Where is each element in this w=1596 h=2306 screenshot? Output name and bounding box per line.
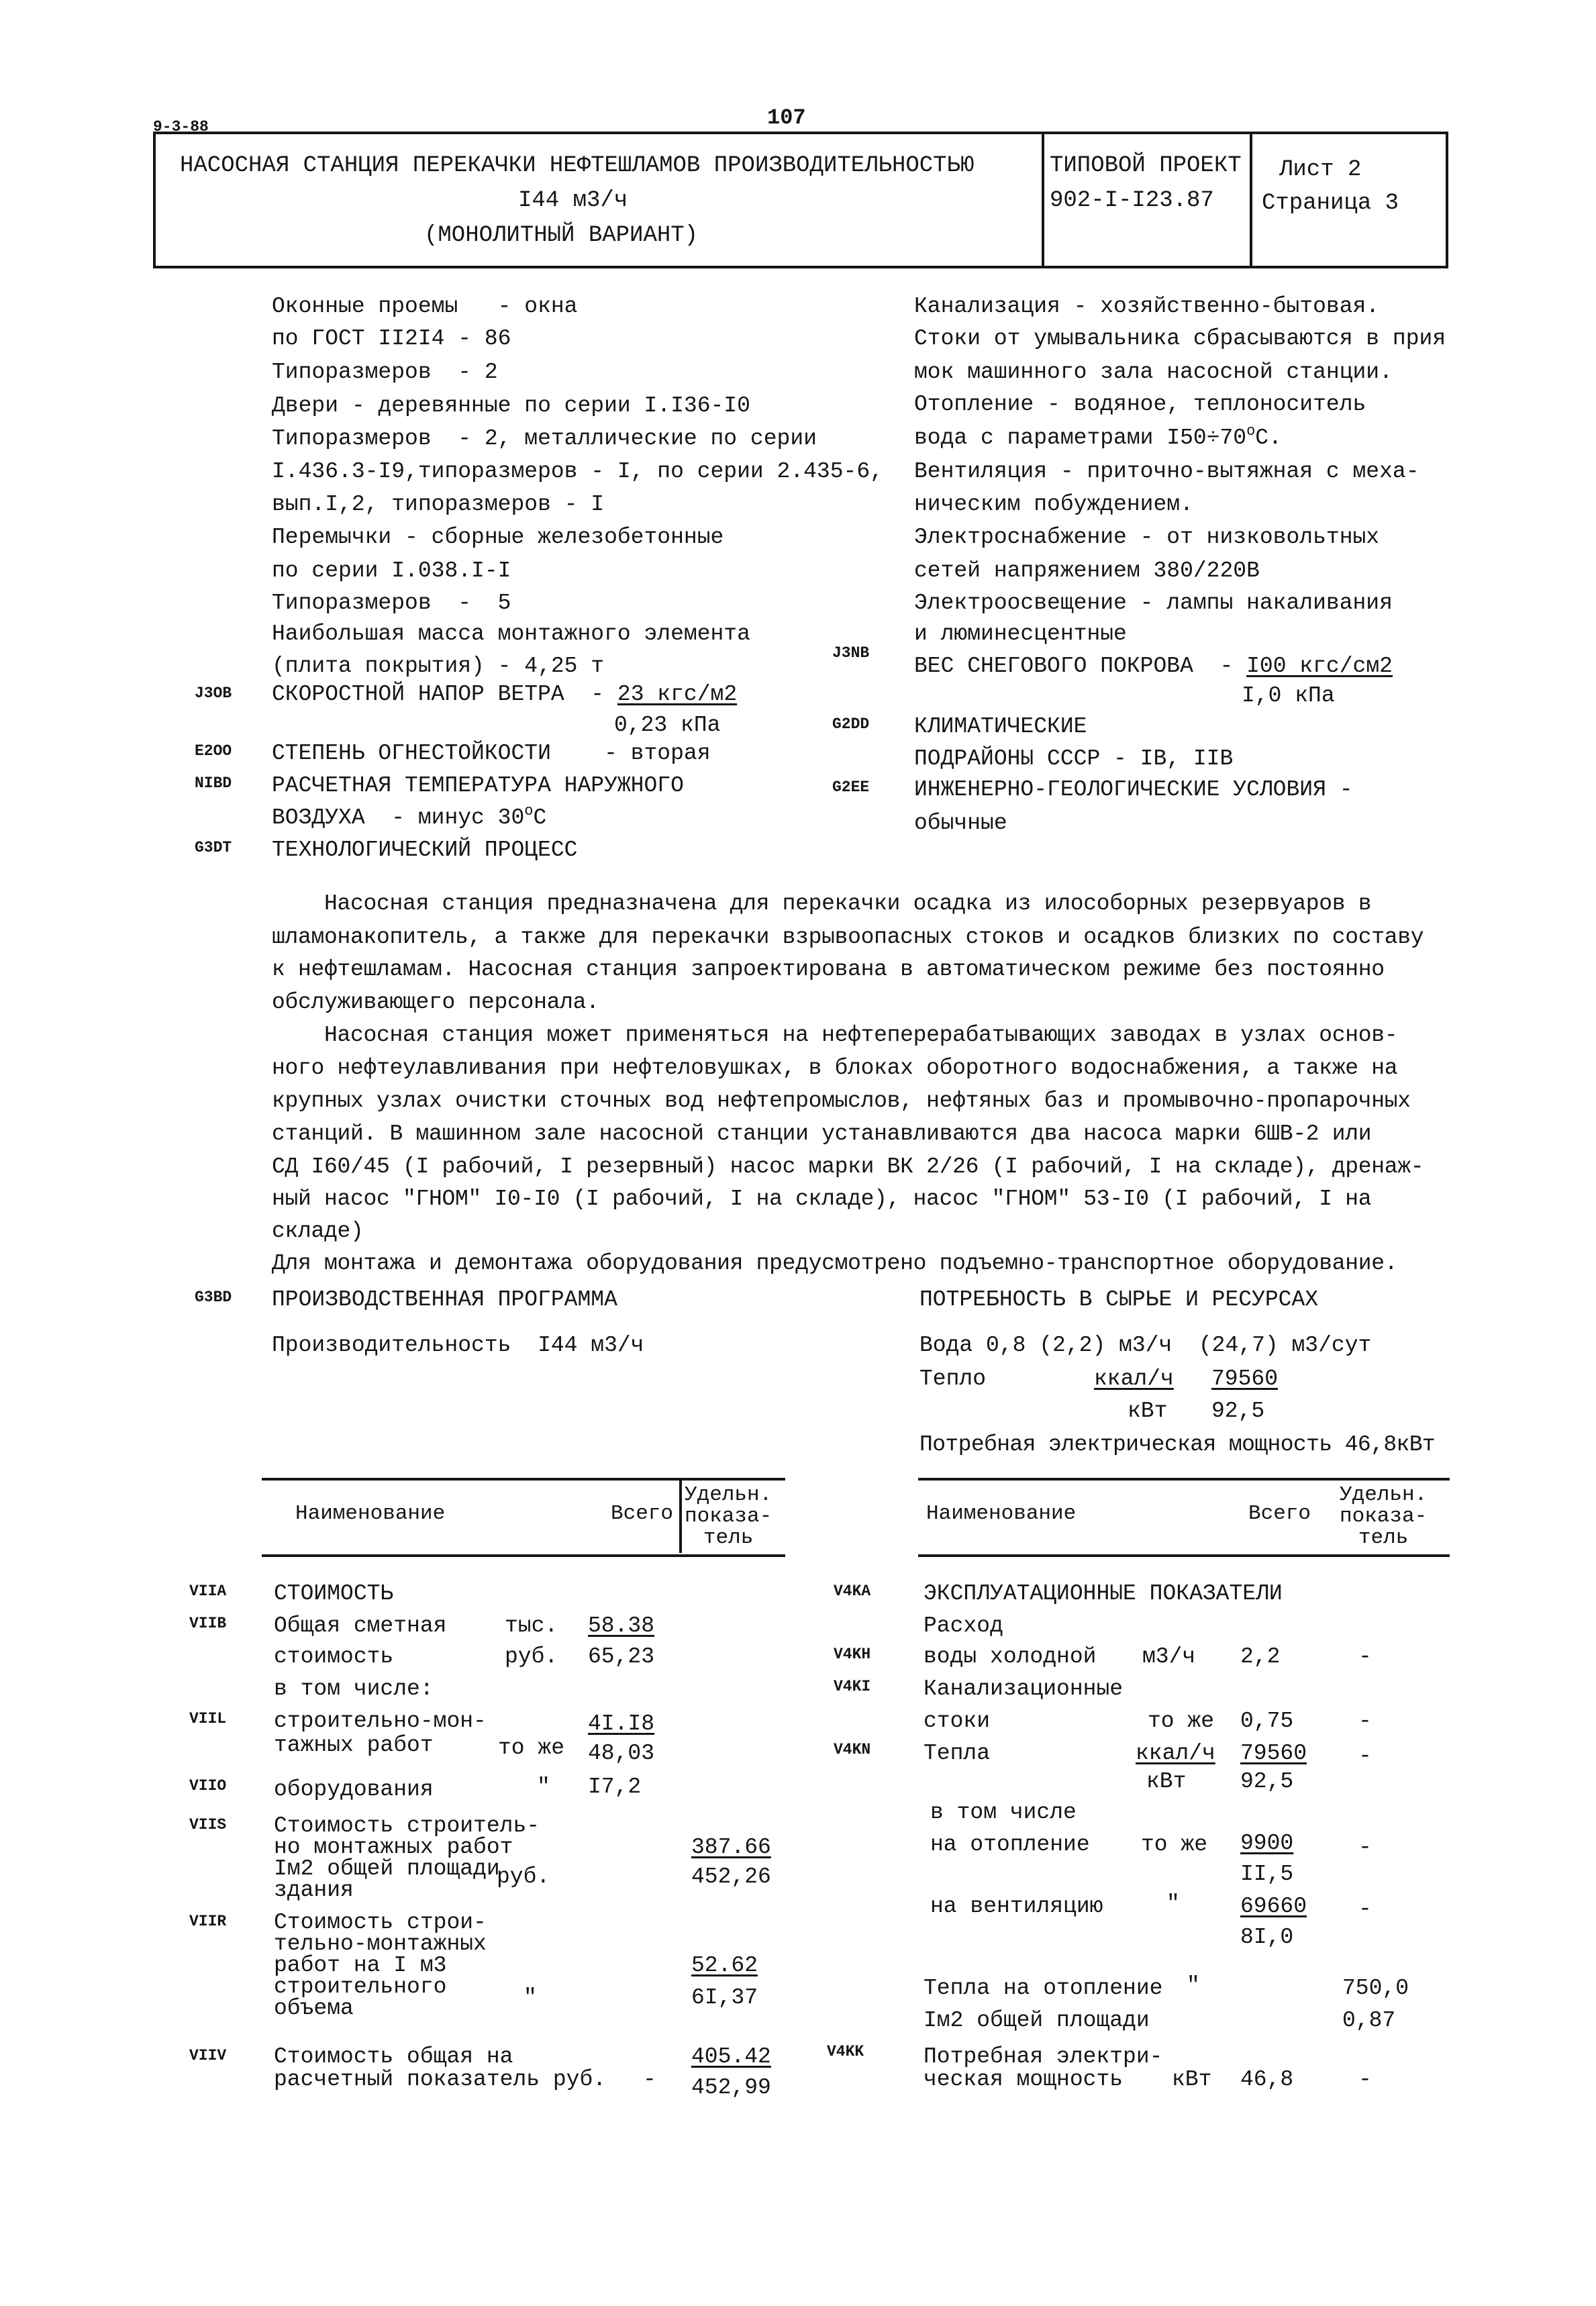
snow-code: J3NB	[832, 644, 870, 662]
sheet-label: Лист 2	[1279, 157, 1362, 183]
windows-line-3: Типоразмеров - 2	[272, 360, 498, 385]
row-name: Iм2 общей площади	[274, 1856, 500, 1881]
row-value: 92,5	[1240, 1769, 1294, 1794]
row-name: на вентиляцию	[930, 1894, 1103, 1919]
row-unit: то же	[1141, 1832, 1208, 1857]
row-name: Тепла на отопление	[924, 1976, 1163, 2001]
row-name: строительно-мон-	[274, 1709, 487, 1734]
para2-line4: станций. В машинном зале насосной станции устанавливаются два насоса марки 6ШВ-2 или	[272, 1121, 1372, 1146]
needs-heat-unit-kcal: ккал/ч	[1094, 1366, 1174, 1391]
wind-code: J3OB	[195, 685, 232, 702]
title-line-3: (МОНОЛИТНЫЙ ВАРИАНТ)	[424, 223, 699, 248]
snow-label: ВЕС СНЕГОВОГО ПОКРОВА -	[914, 654, 1247, 679]
row-spec: -	[1358, 1897, 1372, 1921]
row-name: стоки	[924, 1709, 991, 1734]
row-name: на отопление	[930, 1832, 1090, 1857]
row-code: VIIL	[189, 1710, 227, 1727]
needs-water: Вода 0,8 (2,2) м3/ч (24,7) м3/сут	[919, 1333, 1372, 1358]
row-unit: кВт	[1172, 2067, 1212, 2092]
row-value: 58.38	[588, 1613, 655, 1638]
row-value: 2,2	[1240, 1644, 1281, 1669]
row-name: Общая сметная	[274, 1613, 447, 1638]
row-code: V4KA	[834, 1583, 871, 1600]
needs-heat-value-kw: 92,5	[1211, 1399, 1265, 1423]
lintels-line-1: Перемычки - сборные железобетонные	[272, 525, 724, 550]
snow-value: I00 кгс/см2	[1246, 654, 1393, 679]
needs-heat-value-kcal: 79560	[1211, 1366, 1279, 1391]
row-name: Стоимость строитель-	[274, 1813, 540, 1838]
heating-unit: С.	[1255, 425, 1282, 450]
page-number: 107	[767, 105, 806, 130]
temperature-unit: С	[533, 805, 547, 830]
temperature-text: ВОЗДУХА - минус 30	[272, 805, 525, 830]
row-value: 52.62	[691, 1953, 758, 1978]
project-cell	[1044, 134, 1252, 266]
row-value: 4I.I8	[588, 1711, 655, 1736]
sewer-line-2: Стоки от умывальника сбрасываются в прия	[914, 326, 1446, 351]
row-name: Потребная электри-	[924, 2044, 1163, 2069]
row-value: 46,8	[1240, 2067, 1294, 2092]
row-unit: "	[1187, 1973, 1200, 1998]
wind-kpa: 0,23 кПа	[614, 713, 721, 738]
climate-line-2: ПОДРАЙОНЫ СССР - IВ, IIВ	[914, 746, 1234, 771]
project-number: 902-I-I23.87	[1050, 188, 1214, 213]
row-code: VIIR	[189, 1913, 227, 1930]
lighting-line-1: Электроосвещение - лампы накаливания	[914, 591, 1393, 615]
para1-line2: шламонакопитель, а также для перекачки взрывоопасных стоков и осадков близких по составу	[272, 925, 1424, 950]
row-dash: -	[643, 2067, 656, 2092]
program-code: G3BD	[195, 1289, 232, 1306]
power-line-2: сетей напряжением 380/220В	[914, 558, 1260, 583]
heating-line-1: Отопление - водяное, теплоноситель	[914, 392, 1366, 417]
para2-line1: Насосная станция может применяться на нефтеперерабатывающих заводах в узлах основ-	[272, 1023, 1398, 1048]
geology-line-2: обычные	[914, 811, 1007, 836]
right-table-header-rule	[918, 1554, 1450, 1557]
row-name: воды холодной	[924, 1644, 1097, 1669]
row-value: 452,26	[691, 1864, 771, 1889]
row-code: V4KK	[827, 2043, 864, 2060]
row-code: V4KH	[834, 1646, 871, 1663]
fire-code: E2OO	[195, 742, 232, 760]
para2-line5: СД I60/45 (I рабочий, I резервный) насос марки ВК 2/26 (I рабочий, I на складе), дренаж-	[272, 1154, 1424, 1179]
para1-line3: к нефтешламам. Насосная станция запроектирована в автоматическом режиме без постоянно	[272, 957, 1385, 982]
row-unit: то же	[1148, 1709, 1215, 1734]
snow-line	[914, 655, 1393, 677]
degree-mark-heating: о	[1246, 423, 1256, 440]
row-name: тельно-монтажных	[274, 1932, 487, 1956]
row-name: расчетный показатель руб.	[274, 2067, 607, 2092]
row-value: 69660	[1240, 1894, 1307, 1919]
para1-line1: Насосная станция предназначена для перекачки осадка из илособорных резервуаров в	[272, 891, 1372, 916]
row-unit: тыс.	[505, 1613, 558, 1638]
title-cell	[156, 134, 1044, 266]
sewer-line-1: Канализация - хозяйственно-бытовая.	[914, 294, 1380, 319]
row-name: стоимость	[274, 1644, 394, 1669]
lintels-line-3: Типоразмеров - 5	[272, 591, 511, 615]
sewer-line-3: мок машинного зала насосной станции.	[914, 360, 1393, 385]
doors-line-1: Двери - деревянные по серии I.I36-I0	[272, 393, 750, 418]
left-col-name: Наименование	[295, 1502, 446, 1525]
row-spec: 750,0	[1342, 1976, 1409, 2001]
mass-line-1: Наибольшая масса монтажного элемента	[272, 621, 750, 646]
row-spec: -	[1358, 1709, 1372, 1734]
ventilation-line-1: Вентиляция - приточно-вытяжная с меха-	[914, 459, 1419, 484]
row-spec: -	[1358, 1835, 1372, 1860]
row-spec: -	[1358, 1644, 1372, 1669]
page-label: Страница 3	[1262, 191, 1399, 216]
left-col-total: Всего	[611, 1502, 674, 1525]
row-unit: руб.	[497, 1864, 550, 1889]
row-unit: кВт	[1146, 1769, 1187, 1794]
wind-value: 23 кгс/м2	[617, 682, 738, 707]
row-unit: руб.	[505, 1644, 558, 1669]
title-line-1: НАСОСНАЯ СТАНЦИЯ ПЕРЕКАЧКИ НЕФТЕШЛАМОВ ПРОИЗВОДИТЕЛЬНОСТЬЮ	[180, 153, 975, 179]
row-name: тажных работ	[274, 1733, 434, 1758]
row-value: 0,75	[1240, 1709, 1294, 1734]
document-code: 9-3-88	[153, 118, 209, 136]
sheet-cell	[1252, 134, 1448, 266]
row-name: в том числе	[930, 1800, 1077, 1825]
needs-heat-unit-kw: кВт	[1128, 1399, 1168, 1423]
cost-heading: СТОИМОСТЬ	[274, 1581, 394, 1606]
row-name: ческая мощность	[924, 2067, 1124, 2092]
row-value: 6I,37	[691, 1985, 758, 2010]
program-capacity: Производительность I44 м3/ч	[272, 1333, 644, 1358]
wind-label: СКОРОСТНОЙ НАПОР ВЕТРА -	[272, 682, 617, 707]
windows-line-2: по ГОСТ II2I4 - 86	[272, 326, 511, 351]
operational-heading: ЭКСПЛУАТАЦИОННЫЕ ПОКАЗАТЕЛИ	[924, 1581, 1283, 1606]
right-table-top-rule	[918, 1478, 1450, 1481]
para1-line4: обслуживающего персонала.	[272, 990, 599, 1015]
para2-line7: складе)	[272, 1219, 364, 1244]
row-name: оборудования	[274, 1777, 434, 1802]
para3-line1: Для монтажа и демонтажа оборудования предусмотрено подъемно-транспортное оборудование.	[272, 1251, 1398, 1276]
row-name: работ на I м3	[274, 1953, 447, 1978]
row-name: Канализационные	[924, 1676, 1124, 1701]
wind-line	[272, 683, 737, 705]
row-name: но монтажных работ	[274, 1835, 513, 1860]
row-value: 387.66	[691, 1835, 771, 1860]
windows-line-1: Оконные проемы - окна	[272, 294, 578, 319]
temperature-line-2	[272, 803, 547, 830]
right-col-spec: Удельн. показа- тель	[1340, 1483, 1428, 1550]
degree-mark: о	[524, 803, 534, 819]
heating-params: вода с параметрами I50÷70	[914, 425, 1247, 450]
row-spec: -	[1358, 2067, 1372, 2092]
geology-line-1: ИНЖЕНЕРНО-ГЕОЛОГИЧЕСКИЕ УСЛОВИЯ -	[914, 777, 1353, 802]
climate-code: G2DD	[832, 715, 870, 733]
climate-line-1: КЛИМАТИЧЕСКИЕ	[914, 714, 1087, 739]
doors-line-4: вып.I,2, типоразмеров - I	[272, 492, 605, 517]
right-col-total: Всего	[1248, 1502, 1311, 1525]
needs-heat-label: Тепло	[919, 1366, 987, 1391]
title-line-2: I44 м3/ч	[518, 188, 628, 213]
row-unit: "	[537, 1774, 550, 1799]
left-table-divider	[679, 1481, 682, 1553]
row-code: VIIS	[189, 1816, 227, 1834]
row-code: V4KN	[834, 1741, 871, 1758]
row-name: в том числе:	[274, 1676, 434, 1701]
row-spec: -	[1358, 1744, 1372, 1768]
row-name: Расход	[924, 1613, 1003, 1638]
para2-line6: ный насос "ГНОМ" I0-I0 (I рабочий, I на складе), насос "ГНОМ" 53-I0 (I рабочий, I на	[272, 1187, 1372, 1211]
row-unit: м3/ч	[1142, 1644, 1196, 1669]
row-unit: "	[1166, 1891, 1180, 1916]
tech-process-title: ТЕХНОЛОГИЧЕСКИЙ ПРОЦЕСС	[272, 838, 578, 862]
title-block	[153, 132, 1448, 268]
geology-code: G2EE	[832, 779, 870, 796]
left-table-header-rule	[262, 1554, 785, 1557]
row-value: I7,2	[588, 1774, 642, 1799]
needs-title: ПОТРЕБНОСТЬ В СЫРЬЕ И РЕСУРСАХ	[919, 1287, 1319, 1312]
para2-line2: ного нефтеулавливания при нефтеловушках, в блоках оборотного водоснабжения, а также на	[272, 1056, 1398, 1081]
temperature-code: NIBD	[195, 774, 232, 792]
left-table-top-rule	[262, 1478, 785, 1481]
row-code: VIIO	[189, 1777, 227, 1795]
doors-line-2: Типоразмеров - 2, металлические по серии	[272, 426, 817, 451]
row-spec: 0,87	[1342, 2008, 1396, 2033]
row-code: VIIB	[189, 1615, 227, 1632]
tech-process-code: G3DT	[195, 839, 232, 856]
row-name: здания	[274, 1878, 354, 1903]
fire-resistance: СТЕПЕНЬ ОГНЕСТОЙКОСТИ - вторая	[272, 741, 711, 766]
row-value: 9900	[1240, 1831, 1294, 1856]
mass-line-2: (плита покрытия) - 4,25 т	[272, 654, 605, 679]
row-value: 405.42	[691, 2044, 771, 2069]
row-code: VIIA	[189, 1583, 227, 1600]
row-value: II,5	[1240, 1862, 1294, 1887]
row-value: 79560	[1240, 1741, 1307, 1766]
row-name: строительного	[274, 1974, 447, 1999]
row-name: Стоимость строи-	[274, 1910, 487, 1935]
snow-kpa: I,0 кПа	[1242, 683, 1335, 708]
temperature-line-1: РАСЧЕТНАЯ ТЕМПЕРАТУРА НАРУЖНОГО	[272, 773, 684, 798]
left-col-spec: Удельн. показа- тель	[685, 1483, 772, 1550]
lintels-line-2: по серии I.038.I-I	[272, 558, 511, 583]
row-name: Iм2 общей площади	[924, 2008, 1150, 2033]
row-value: 8I,0	[1240, 1925, 1294, 1950]
row-value: 452,99	[691, 2075, 771, 2100]
doors-line-3: I.436.3-I9,типоразмеров - I, по серии 2.435-6,	[272, 459, 883, 484]
row-unit: ккал/ч	[1136, 1741, 1215, 1766]
right-col-name: Наименование	[926, 1502, 1077, 1525]
row-value: 48,03	[588, 1741, 655, 1766]
row-name: Тепла	[924, 1741, 991, 1766]
para2-line3: крупных узлах очистки сточных вод нефтепромыслов, нефтяных баз и промывочно-пропарочных	[272, 1089, 1411, 1113]
ventilation-line-2: ническим побуждением.	[914, 492, 1193, 517]
row-unit: то же	[498, 1736, 565, 1760]
program-title: ПРОИЗВОДСТВЕННАЯ ПРОГРАММА	[272, 1287, 617, 1312]
row-code: V4KI	[834, 1678, 871, 1695]
row-name: Стоимость общая на	[274, 2044, 513, 2069]
row-code: VIIV	[189, 2047, 227, 2064]
power-line-1: Электроснабжение - от низковольтных	[914, 525, 1380, 550]
project-label: ТИПОВОЙ ПРОЕКТ	[1050, 153, 1242, 179]
row-unit: "	[523, 1985, 537, 2010]
row-value: 65,23	[588, 1644, 655, 1669]
row-name: объема	[274, 1996, 354, 2021]
heating-line-2	[914, 423, 1282, 450]
needs-electric: Потребная электрическая мощность 46,8кВт	[919, 1432, 1436, 1457]
lighting-line-2: и люминесцентные	[914, 621, 1127, 646]
